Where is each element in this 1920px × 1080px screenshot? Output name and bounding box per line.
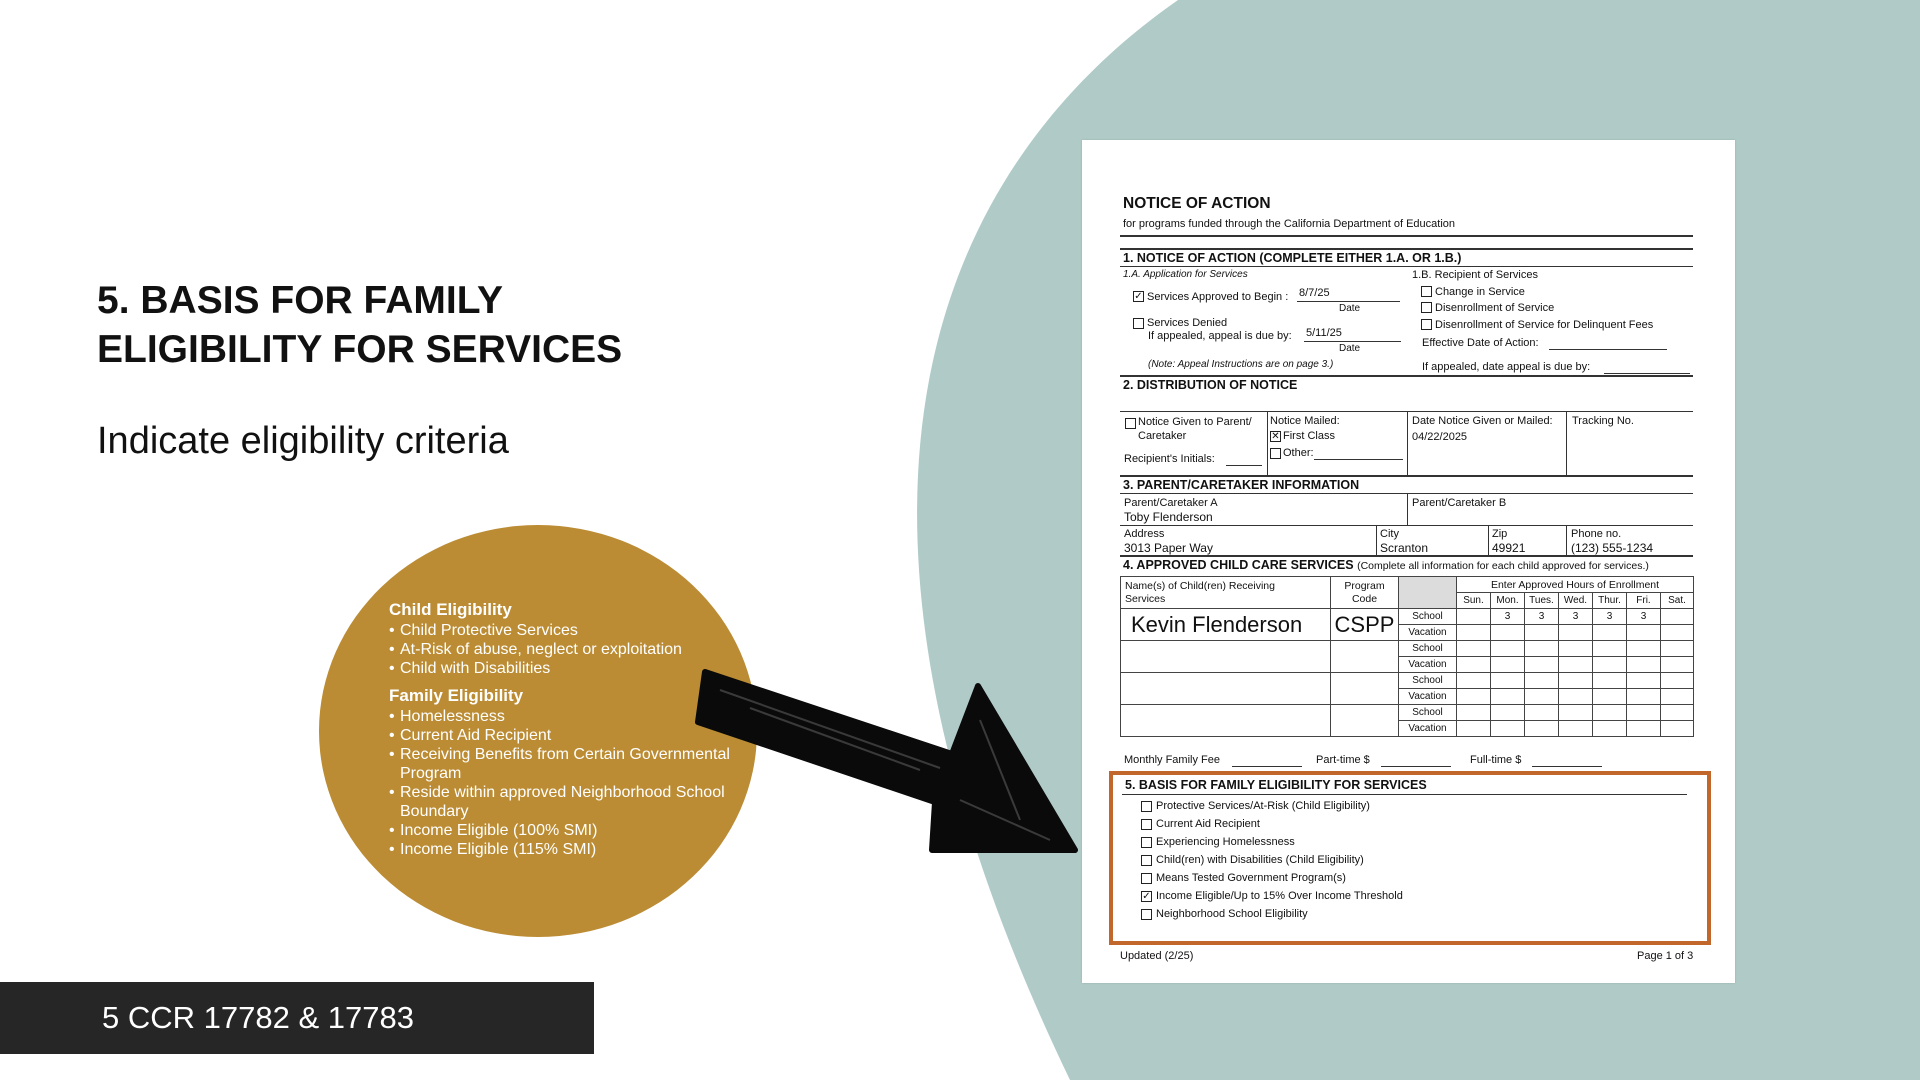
hours-cell[interactable] [1627, 689, 1661, 705]
day-header: Fri. [1627, 593, 1661, 609]
option-checkbox[interactable] [1141, 819, 1152, 830]
hours-cell[interactable]: 3 [1593, 609, 1627, 625]
hours-cell[interactable] [1491, 673, 1525, 689]
hours-cell[interactable]: 3 [1491, 609, 1525, 625]
child-name-cell[interactable] [1121, 673, 1331, 705]
family-eligibility-item: • Income Eligible (115% SMI) [389, 840, 739, 859]
underline [1232, 766, 1302, 767]
hours-cell[interactable] [1627, 705, 1661, 721]
hours-cell[interactable] [1559, 641, 1593, 657]
date-caption: Date [1339, 343, 1361, 354]
monthly-fee-label: Monthly Family Fee [1124, 754, 1220, 766]
page-number: Page 1 of 3 [1637, 950, 1694, 962]
divider [1376, 525, 1377, 555]
day-header: Mon. [1491, 593, 1525, 609]
hours-cell[interactable] [1559, 625, 1593, 641]
hours-cell[interactable] [1491, 641, 1525, 657]
services-denied-checkbox[interactable] [1133, 318, 1144, 329]
hours-cell[interactable] [1457, 657, 1491, 673]
divider [1120, 375, 1693, 377]
address-value: 3013 Paper Way [1124, 541, 1213, 555]
section-4-title: 4. APPROVED CHILD CARE SERVICES [1123, 558, 1354, 572]
hours-cell[interactable] [1491, 705, 1525, 721]
hours-cell[interactable] [1525, 721, 1559, 737]
hours-cell[interactable] [1457, 689, 1491, 705]
hours-cell[interactable] [1661, 673, 1694, 689]
hours-cell[interactable]: 3 [1627, 609, 1661, 625]
family-eligibility-heading: Family Eligibility [389, 686, 524, 705]
hours-cell[interactable] [1559, 689, 1593, 705]
full-time-label: Full-time $ [1470, 754, 1522, 766]
divider [1267, 411, 1268, 475]
notice-given-checkbox[interactable] [1125, 418, 1136, 429]
hours-cell[interactable] [1661, 705, 1694, 721]
section-5-heading: 5. BASIS FOR FAMILY ELIGIBILITY FOR SERVICES [1125, 778, 1427, 792]
section-2-heading: 2. DISTRIBUTION OF NOTICE [1123, 378, 1298, 392]
vacation-label: Vacation [1399, 625, 1457, 641]
child-name-cell[interactable]: Kevin Flenderson [1121, 609, 1331, 641]
hours-cell[interactable] [1559, 705, 1593, 721]
child-eligibility-item: • At-Risk of abuse, neglect or exploitation [389, 640, 739, 659]
disenrollment-fees-checkbox[interactable] [1421, 319, 1432, 330]
hours-cell[interactable] [1457, 705, 1491, 721]
names-header-line-1: Name(s) of Child(ren) Receiving [1125, 579, 1275, 592]
program-header [1331, 577, 1399, 609]
vacation-label: Vacation [1399, 721, 1457, 737]
hours-cell[interactable] [1525, 689, 1559, 705]
hours-cell[interactable] [1559, 673, 1593, 689]
option-checkbox-checked[interactable]: ✓ [1142, 891, 1151, 902]
disenrollment-checkbox[interactable] [1421, 302, 1432, 313]
date-given-label: Date Notice Given or Mailed: [1412, 415, 1553, 427]
services-denied-label: Services Denied [1147, 317, 1228, 329]
child-eligibility-heading: Child Eligibility [389, 600, 512, 619]
hours-cell[interactable] [1661, 657, 1694, 673]
divider [1566, 411, 1567, 475]
child-eligibility-item: • Child with Disabilities [389, 659, 739, 678]
appeal-due-label: If appealed, appeal is due by: [1148, 330, 1292, 342]
divider [1120, 235, 1693, 237]
divider [1122, 794, 1687, 795]
application-label: 1.A. Application for Services [1123, 269, 1248, 280]
day-header: Sat. [1661, 593, 1694, 609]
hours-cell[interactable] [1627, 721, 1661, 737]
day-header: Sun. [1457, 593, 1491, 609]
eligibility-option: Child(ren) with Disabilities (Child Eligibility) [1156, 854, 1364, 866]
change-in-service-label: Change in Service [1435, 286, 1525, 298]
child-name-cell[interactable] [1121, 641, 1331, 673]
vacation-label: Vacation [1399, 657, 1457, 673]
hours-cell[interactable]: 3 [1559, 609, 1593, 625]
date-caption: Date [1339, 303, 1361, 314]
eligibility-list [389, 600, 739, 859]
divider [1120, 266, 1693, 267]
family-eligibility-item: • Receiving Benefits from Certain Governmental Program [389, 745, 739, 783]
names-header-line-2: Services [1125, 592, 1166, 605]
hours-cell[interactable] [1525, 673, 1559, 689]
hours-cell[interactable] [1627, 625, 1661, 641]
zip-value: 49921 [1492, 541, 1526, 555]
effective-date-label: Effective Date of Action: [1422, 337, 1539, 349]
shaded-cell [1399, 577, 1457, 609]
hours-cell[interactable] [1661, 721, 1694, 737]
option-checkbox[interactable] [1141, 801, 1152, 812]
program-header-line-1: Program [1344, 579, 1385, 592]
zip-label: Zip [1492, 528, 1508, 540]
hours-header: Enter Approved Hours of Enrollment [1457, 577, 1694, 593]
names-header [1121, 577, 1331, 609]
hours-cell[interactable] [1593, 689, 1627, 705]
underline [1226, 465, 1262, 466]
disenrollment-fees-label: Disenrollment of Service for Delinquent Fees [1435, 319, 1654, 331]
divider [1120, 525, 1693, 526]
day-header: Wed. [1559, 593, 1593, 609]
child-eligibility-item: • Child Protective Services [389, 621, 739, 640]
section-4-heading [1123, 558, 1649, 572]
phone-label: Phone no. [1571, 528, 1622, 540]
hours-cell[interactable] [1661, 625, 1694, 641]
parent-a-value: Toby Flenderson [1124, 510, 1213, 524]
form-title: NOTICE OF ACTION [1123, 195, 1271, 212]
change-in-service-checkbox[interactable] [1421, 286, 1432, 297]
school-label: School [1399, 673, 1457, 689]
hours-cell[interactable] [1559, 721, 1593, 737]
hours-cell[interactable] [1627, 641, 1661, 657]
recipient-initials-label: Recipient's Initials: [1124, 453, 1215, 465]
family-eligibility-item: • Current Aid Recipient [389, 726, 739, 745]
phone-value: (123) 555-1234 [1571, 541, 1654, 555]
eligibility-option: Neighborhood School Eligibility [1156, 908, 1308, 920]
notice-given-label-2: Caretaker [1138, 430, 1187, 442]
first-class-label: First Class [1283, 430, 1335, 442]
services-approved-label: Services Approved to Begin : [1147, 291, 1289, 303]
other-checkbox[interactable] [1270, 448, 1281, 459]
hours-cell[interactable] [1491, 657, 1525, 673]
footer-citation: 5 CCR 17782 & 17783 [102, 1000, 414, 1035]
divider [1407, 493, 1408, 525]
appeal-date-value: 5/11/25 [1306, 327, 1342, 339]
underline [1381, 766, 1451, 767]
date-given-value: 04/22/2025 [1412, 431, 1468, 443]
divider [1120, 555, 1693, 557]
school-label: School [1399, 641, 1457, 657]
notice-mailed-label: Notice Mailed: [1270, 415, 1340, 427]
family-eligibility-item: • Homelessness [389, 707, 739, 726]
divider [1120, 475, 1693, 477]
section-4-note: (Complete all information for each child approved for services.) [1357, 560, 1649, 572]
notice-of-action-form [1082, 140, 1735, 983]
option-checkbox[interactable] [1141, 855, 1152, 866]
program-code-cell[interactable]: CSPP [1331, 609, 1399, 641]
hours-cell[interactable] [1457, 625, 1491, 641]
eligibility-option: Protective Services/At-Risk (Child Eligibility) [1156, 800, 1370, 812]
hours-cell[interactable] [1593, 721, 1627, 737]
option-checkbox[interactable] [1141, 837, 1152, 848]
underline [1297, 301, 1400, 302]
vacation-label: Vacation [1399, 689, 1457, 705]
hours-cell[interactable] [1491, 721, 1525, 737]
hours-cell[interactable] [1593, 625, 1627, 641]
slide-title: 5. BASIS FOR FAMILY ELIGIBILITY FOR SERVICES [97, 279, 623, 371]
hours-cell[interactable] [1593, 641, 1627, 657]
hours-cell[interactable] [1457, 721, 1491, 737]
hours-cell[interactable] [1559, 657, 1593, 673]
family-eligibility-item: • Income Eligible (100% SMI) [389, 821, 739, 840]
child-care-grid [1120, 576, 1694, 737]
arrow-icon [690, 650, 1100, 880]
slide-subtitle: Indicate eligibility criteria [97, 420, 509, 462]
option-checkbox[interactable] [1141, 909, 1152, 920]
hours-cell[interactable] [1661, 689, 1694, 705]
day-header: Thur. [1593, 593, 1627, 609]
updated-label: Updated (2/25) [1120, 950, 1194, 962]
child-name-cell[interactable] [1121, 705, 1331, 737]
underline [1314, 459, 1403, 460]
tracking-label: Tracking No. [1572, 415, 1634, 427]
hours-cell[interactable] [1627, 657, 1661, 673]
hours-cell[interactable] [1593, 673, 1627, 689]
day-header: Tues. [1525, 593, 1559, 609]
hours-cell[interactable] [1525, 641, 1559, 657]
approved-date-value: 8/7/25 [1299, 287, 1330, 299]
hours-cell[interactable] [1661, 609, 1694, 625]
program-code-cell[interactable] [1331, 705, 1399, 737]
family-eligibility-item: • Reside within approved Neighborhood School Boundary [389, 783, 739, 821]
eligibility-option: Means Tested Government Program(s) [1156, 872, 1346, 884]
services-approved-checkbox[interactable]: ✓ [1134, 291, 1143, 302]
hours-cell[interactable] [1491, 689, 1525, 705]
city-value: Scranton [1380, 541, 1429, 555]
underline [1532, 766, 1602, 767]
hours-cell[interactable] [1457, 673, 1491, 689]
option-checkbox[interactable] [1141, 873, 1152, 884]
school-label: School [1399, 705, 1457, 721]
divider [1488, 525, 1489, 555]
section-3-heading: 3. PARENT/CARETAKER INFORMATION [1123, 478, 1360, 492]
recipient-label: 1.B. Recipient of Services [1412, 269, 1538, 281]
form-subtitle: for programs funded through the California Department of Education [1123, 218, 1456, 230]
program-code-cell[interactable] [1331, 673, 1399, 705]
divider [1566, 525, 1567, 555]
appeal-due-b-label: If appealed, date appeal is due by: [1422, 361, 1591, 373]
part-time-label: Part-time $ [1316, 754, 1370, 766]
appeal-note: (Note: Appeal Instructions are on page 3.) [1148, 359, 1334, 370]
parent-b-label: Parent/Caretaker B [1412, 497, 1507, 509]
city-label: City [1380, 528, 1399, 540]
divider [1407, 411, 1408, 475]
hours-cell[interactable] [1627, 673, 1661, 689]
underline [1304, 341, 1401, 342]
parent-a-label: Parent/Caretaker A [1124, 497, 1218, 509]
notice-given-label: Notice Given to Parent/ [1138, 416, 1252, 428]
first-class-checkbox[interactable]: ✕ [1271, 431, 1280, 442]
hours-cell[interactable] [1457, 641, 1491, 657]
hours-cell[interactable] [1491, 625, 1525, 641]
section-1-heading: 1. NOTICE OF ACTION (COMPLETE EITHER 1.A. OR 1.B.) [1123, 251, 1462, 265]
hours-cell[interactable] [1661, 641, 1694, 657]
other-label: Other: [1283, 447, 1314, 459]
program-header-line-2: Code [1351, 592, 1378, 605]
eligibility-option: Experiencing Homelessness [1156, 836, 1295, 848]
hours-cell[interactable] [1457, 609, 1491, 625]
hours-cell[interactable] [1525, 705, 1559, 721]
divider [1120, 248, 1693, 250]
hours-cell[interactable] [1593, 657, 1627, 673]
eligibility-option: Income Eligible/Up to 15% Over Income Threshold [1156, 890, 1403, 902]
underline [1604, 373, 1690, 374]
eligibility-option: Current Aid Recipient [1156, 818, 1260, 830]
underline [1549, 349, 1667, 350]
footer-bar [0, 982, 594, 1054]
hours-cell[interactable] [1593, 705, 1627, 721]
disenrollment-label: Disenrollment of Service [1435, 302, 1555, 314]
hours-cell[interactable] [1525, 657, 1559, 673]
school-label: School [1399, 609, 1457, 625]
hours-cell[interactable]: 3 [1525, 609, 1559, 625]
hours-cell[interactable] [1525, 625, 1559, 641]
address-label: Address [1124, 528, 1165, 540]
program-code-cell[interactable] [1331, 641, 1399, 673]
